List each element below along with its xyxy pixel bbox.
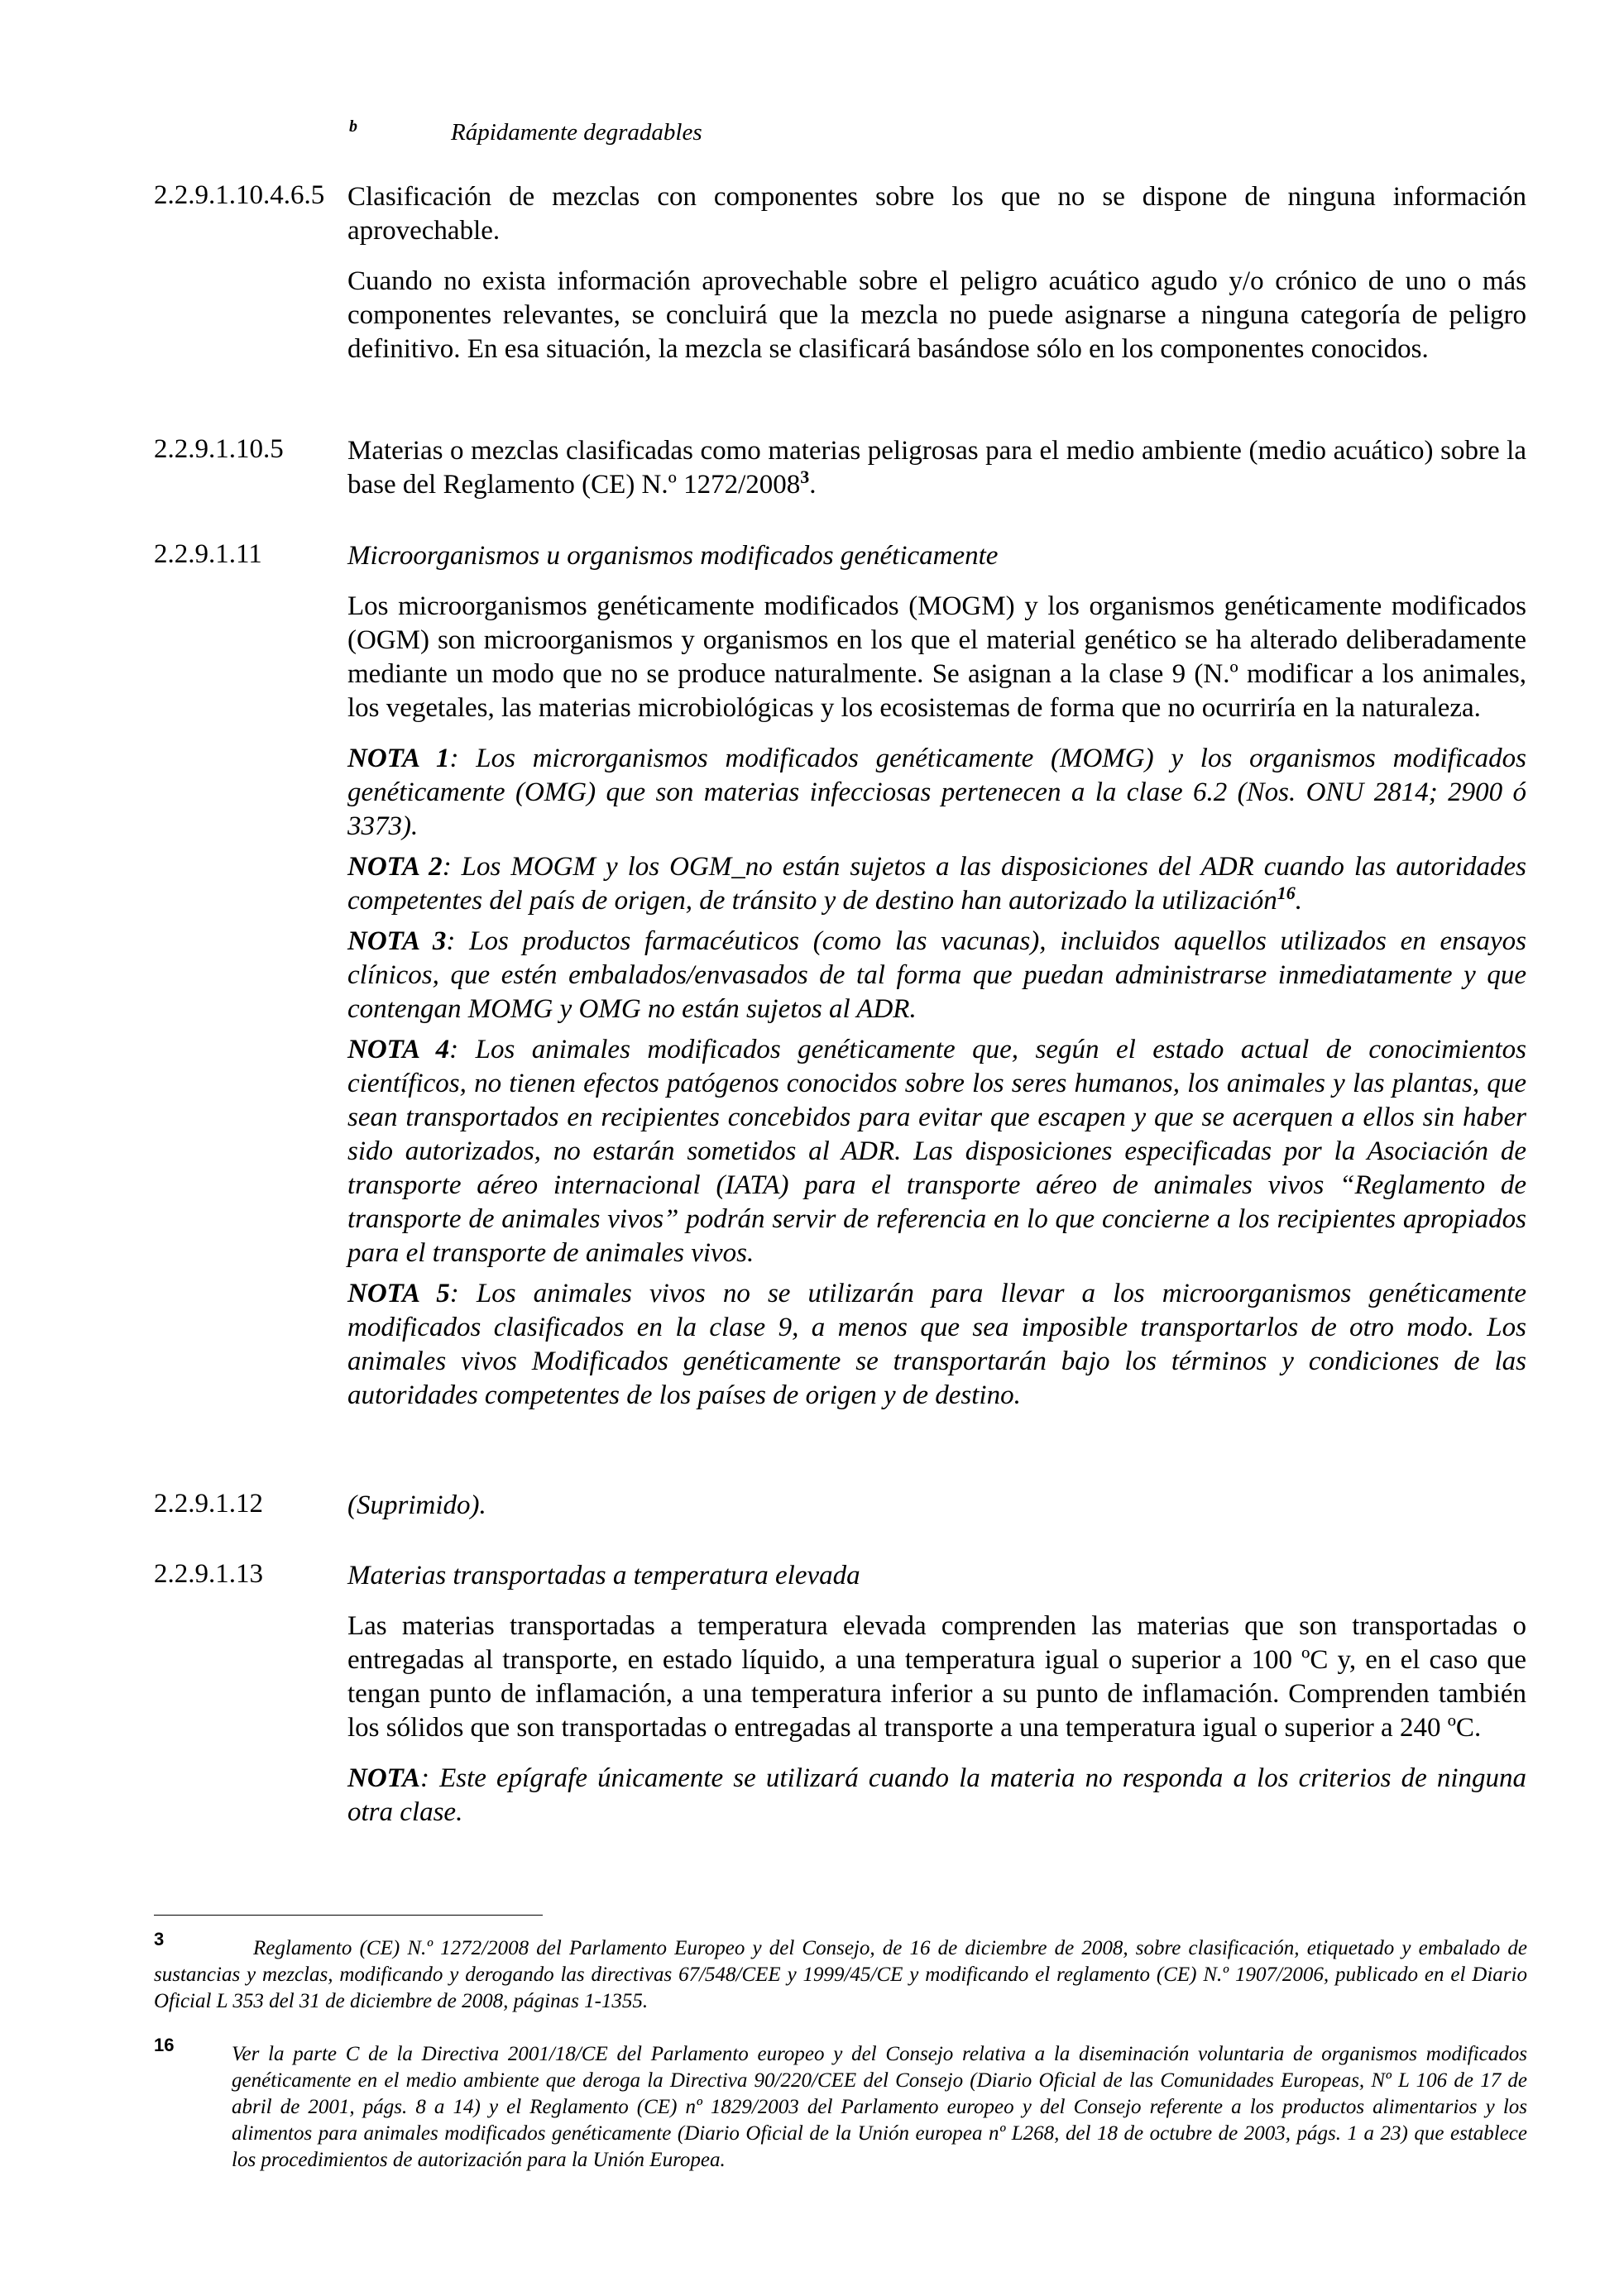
footnote-mark: 3 [154,1929,165,1949]
note: NOTA 4: Los animales modificados genéticamente que, según el estado actual de conocimientos científicos, no tienen efectos patógenos conocidos sobre los seres humanos, los animales y las plantas, que sean transportados en recipientes concebidos para evitar que escapen y que se acerquen a ellos sin haber sido autorizados, no estarán sometidos al ADR. Las disposiciones especificadas por la Asociación de transporte aéreo internacional (IATA) para el transporte aéreo de animales vivos “Reglamento de transporte de animales vivos” podrán servir de referencia en lo que concierne a los recipientes apropiados para el transporte de animales vivos. [347,1035,1526,1268]
footnote-text: Reglamento (CE) N.º 1272/2008 del Parlamento Europeo y del Consejo, de 16 de diciembre de 2008, sobre clasificación, etiquetado y embalado de sustancias y mezclas, modificando y derogando las directivas 67/548/CEE y 1999/45/CE y modificando el reglamento (CE) N.º 1907/2006, publicado en el Diario Oficial L 353 del 31 de diciembre de 2008, páginas 1-1355. [154,1937,1527,2012]
section-body [347,1559,1526,1830]
paragraph: Cuando no exista información aprovechable sobre el peligro acuático agudo y/o crónico de uno o más componentes relevantes, se concluirá que la mezcla no puede asignarse a ninguna categoría de peligro definitivo. En esa situación, la mezcla se clasificará basándose sólo en los componentes conocidos. [347,266,1526,364]
section-title: Microorganismos u organismos modificados genéticamente [347,541,999,571]
footnote-text: Ver la parte C de la Directiva 2001/18/CE del Parlamento europeo y del Consejo relativa a la diseminación voluntaria de organismos modificados genéticamente en el medio ambiente que deroga la Directiva 90/220/CEE del Consejo (Diario Oficial de las Comunidades Europeas, Nº L 106 de 17 de abril de 2001, págs. 8 a 14) y el Reglamento (CE) nº 1829/2003 del Parlamento europeo y del Consejo referente a los productos alimentarios y los alimentos para animales modificados genéticamente (Diario Oficial de la Unión europea nº L268, del 18 de octubre de 2003, págs. 1 a 23) que establece los procedimientos de autorización para la Unión Europea. [232,2043,1527,2171]
section-body [347,1489,1526,1523]
paragraph: Los microorganismos genéticamente modificados (MOGM) y los organismos genéticamente modificados (OGM) son microorganismos y organismos en los que el material genético se ha alterado deliberadamente mediante un modo que no se produce naturalmente. Se asignan a la clase 9 (N.º modificar a los animales, los vegetales, las materias microbiológicas y los ecosistemas de forma que no ocurriría en la naturaleza. [347,591,1526,723]
section-number: 2.2.9.1.13 [154,1559,263,1589]
section-number: 2.2.9.1.11 [154,539,262,569]
section-title: (Suprimido). [347,1490,486,1520]
table-note-marker: b [349,117,357,136]
section-title: Materias o mezclas clasificadas como materias peligrosas para el medio ambiente (medio acuático) sobre la base del Reglamento (CE) N.º 1272/2008$^3$. [347,436,1526,500]
footnote-separator [154,1915,543,1916]
paragraph: Las materias transportadas a temperatura elevada comprenden las materias que son transportadas o entregadas al transporte, en estado líquido, a una temperatura igual o superior a 100 ºC y, en el caso que tengan punto de inflamación, a una temperatura inferior a su punto de inflamación. Comprenden también los sólidos que son transportadas o entregadas al transporte a una temperatura igual o superior a 240 ºC. [347,1611,1526,1743]
note: NOTA 5: Los animales vivos no se utilizarán para llevar a los microorganismos genéticamente modificados clasificados en la clase 9, a menos que sea imposible transportarlos de otro modo. Los animales vivos Modificados genéticamente se transportarán bajo los términos y condiciones de las autoridades competentes de los países de origen y de destino. [347,1279,1526,1410]
section-body [347,180,1526,366]
section-number: 2.2.9.1.10.4.6.5 [154,180,325,210]
section-number: 2.2.9.1.12 [154,1489,263,1519]
table-note-text: Rápidamente degradables [451,119,702,146]
section-title: Clasificación de mezclas con componentes sobre los que no se dispone de ninguna información aprovechable. [347,182,1526,246]
note: NOTA 3: Los productos farmacéuticos (como las vacunas), incluidos aquellos utilizados en ensayos clínicos, que estén embalados/envasados de tal forma que puedan administrarse inmediatamente y que contengan MOMG y OMG no están sujetos al ADR. [347,926,1526,1024]
footnote-mark: 16 [154,2035,175,2055]
section-title: Materias transportadas a temperatura elevada [347,1561,860,1590]
footnote-ref[interactable]: 3 [800,466,810,487]
note: NOTA 2: Los MOGM y los OGM_no están sujetos a las disposiciones del ADR cuando las autoridades competentes del país de origen, de tránsito y de destino han autorizado la utilización$^{16}$. [347,852,1526,916]
section-number: 2.2.9.1.10.5 [154,434,284,464]
section-body [347,434,1526,502]
note: NOTA: Este epígrafe únicamente se utilizará cuando la materia no responda a los criterios de ninguna otra clase. [347,1763,1526,1827]
note: NOTA 1: Los microrganismos modificados genéticamente (MOMG) y los organismos modificados genéticamente (OMG) que son materias infecciosas pertenecen a la clase 6.2 (Nos. ONU 2814; 2900 ó 3373). [347,744,1526,841]
section-body [347,539,1526,1413]
footnote-ref[interactable]: 16 [1277,883,1296,903]
